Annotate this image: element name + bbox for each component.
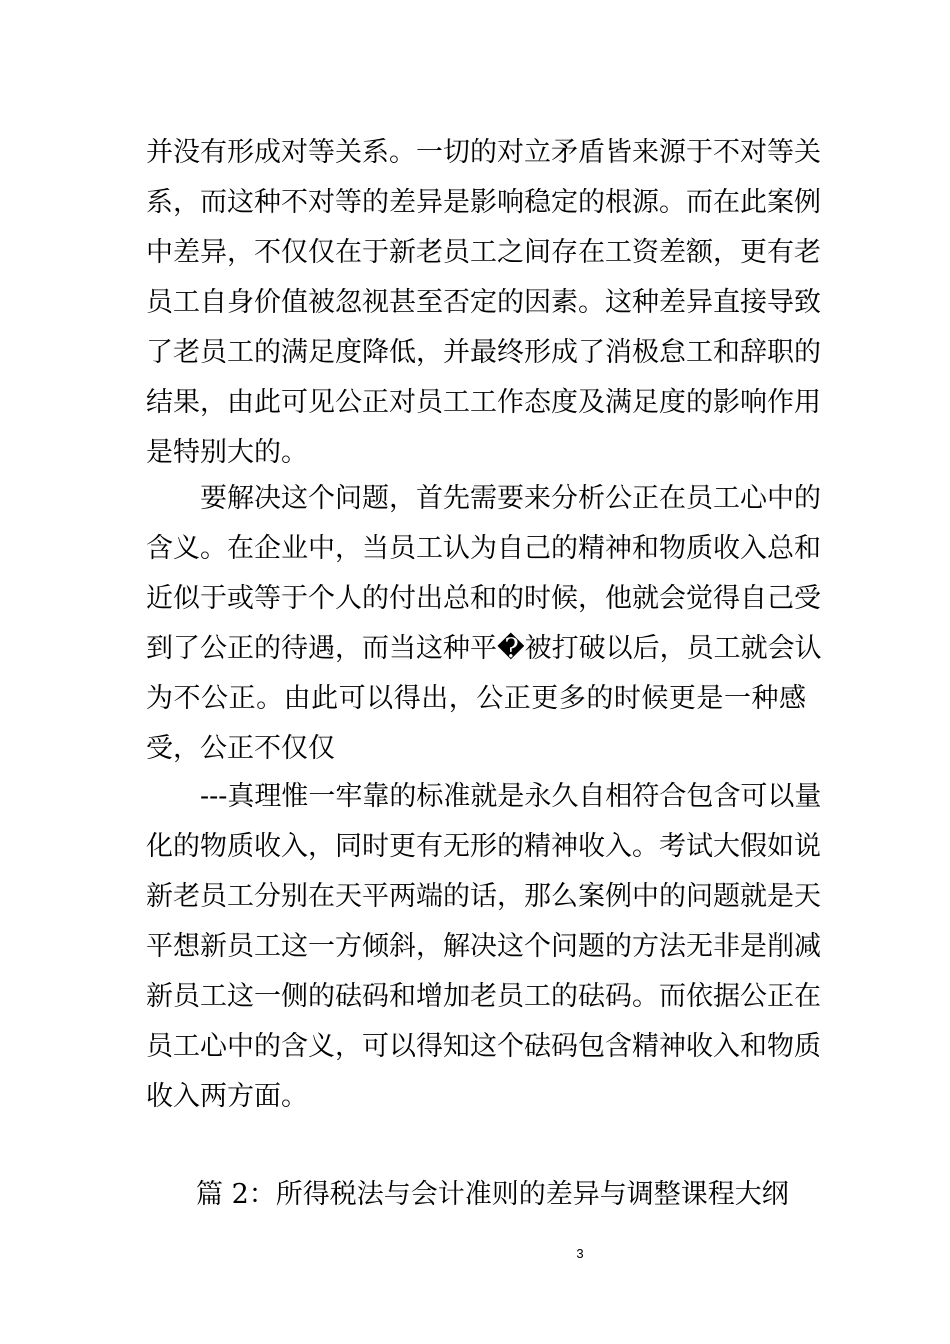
text-line: 员工自身价值被忽视甚至否定的因素。这种差异直接导致: [146, 287, 821, 318]
text-line: 化的物质收入，同时更有无形的精神收入。考试大假如说: [146, 831, 821, 862]
text-line: 平想新员工这一方倾斜，解决这个问题的方法无非是削减: [146, 931, 821, 962]
text-line: 是特别大的。: [146, 437, 308, 468]
text-line: 要解决这个问题，首先需要来分析公正在员工心中的: [146, 483, 821, 514]
text-line: ---真理惟一牢靠的标准就是永久自相符合包含可以量: [146, 781, 822, 812]
page-number: 3: [576, 1246, 584, 1261]
text-line: 员工心中的含义，可以得知这个砝码包含精神收入和物质: [146, 1031, 821, 1062]
text-line: 受，公正不仅仅: [146, 733, 335, 764]
text-line: 到了公正的待遇，而当这种平�被打破以后，员工就会认: [146, 633, 822, 664]
paragraph-2: [146, 474, 822, 774]
text-line: 结果，由此可见公正对员工工作态度及满足度的影响作用: [146, 387, 821, 418]
text-line: 收入两方面。: [146, 1081, 308, 1112]
text-line: 新老员工分别在天平两端的话，那么案例中的问题就是天: [146, 881, 821, 912]
text-line: 含义。在企业中，当员工认为自己的精神和物质收入总和: [146, 533, 821, 564]
text-line: 并没有形成对等关系。一切的对立矛盾皆来源于不对等关: [146, 137, 821, 168]
section-heading: 篇 2：所得税法与会计准则的差异与调整课程大纲: [196, 1179, 789, 1210]
text-line: 中差异，不仅仅在于新老员工之间存在工资差额，更有老: [146, 237, 821, 268]
text-line: 了老员工的满足度降低，并最终形成了消极怠工和辞职的: [146, 337, 821, 368]
text-line: 为不公正。由此可以得出，公正更多的时候更是一种感: [146, 683, 806, 714]
paragraph-3: [146, 772, 822, 1122]
text-line: 近似于或等于个人的付出总和的时候，他就会觉得自己受: [146, 583, 821, 614]
paragraph-1: [146, 128, 821, 478]
text-line: 系，而这种不对等的差异是影响稳定的根源。而在此案例: [146, 187, 821, 218]
text-line: 新员工这一侧的砝码和增加老员工的砝码。而依据公正在: [146, 981, 821, 1012]
